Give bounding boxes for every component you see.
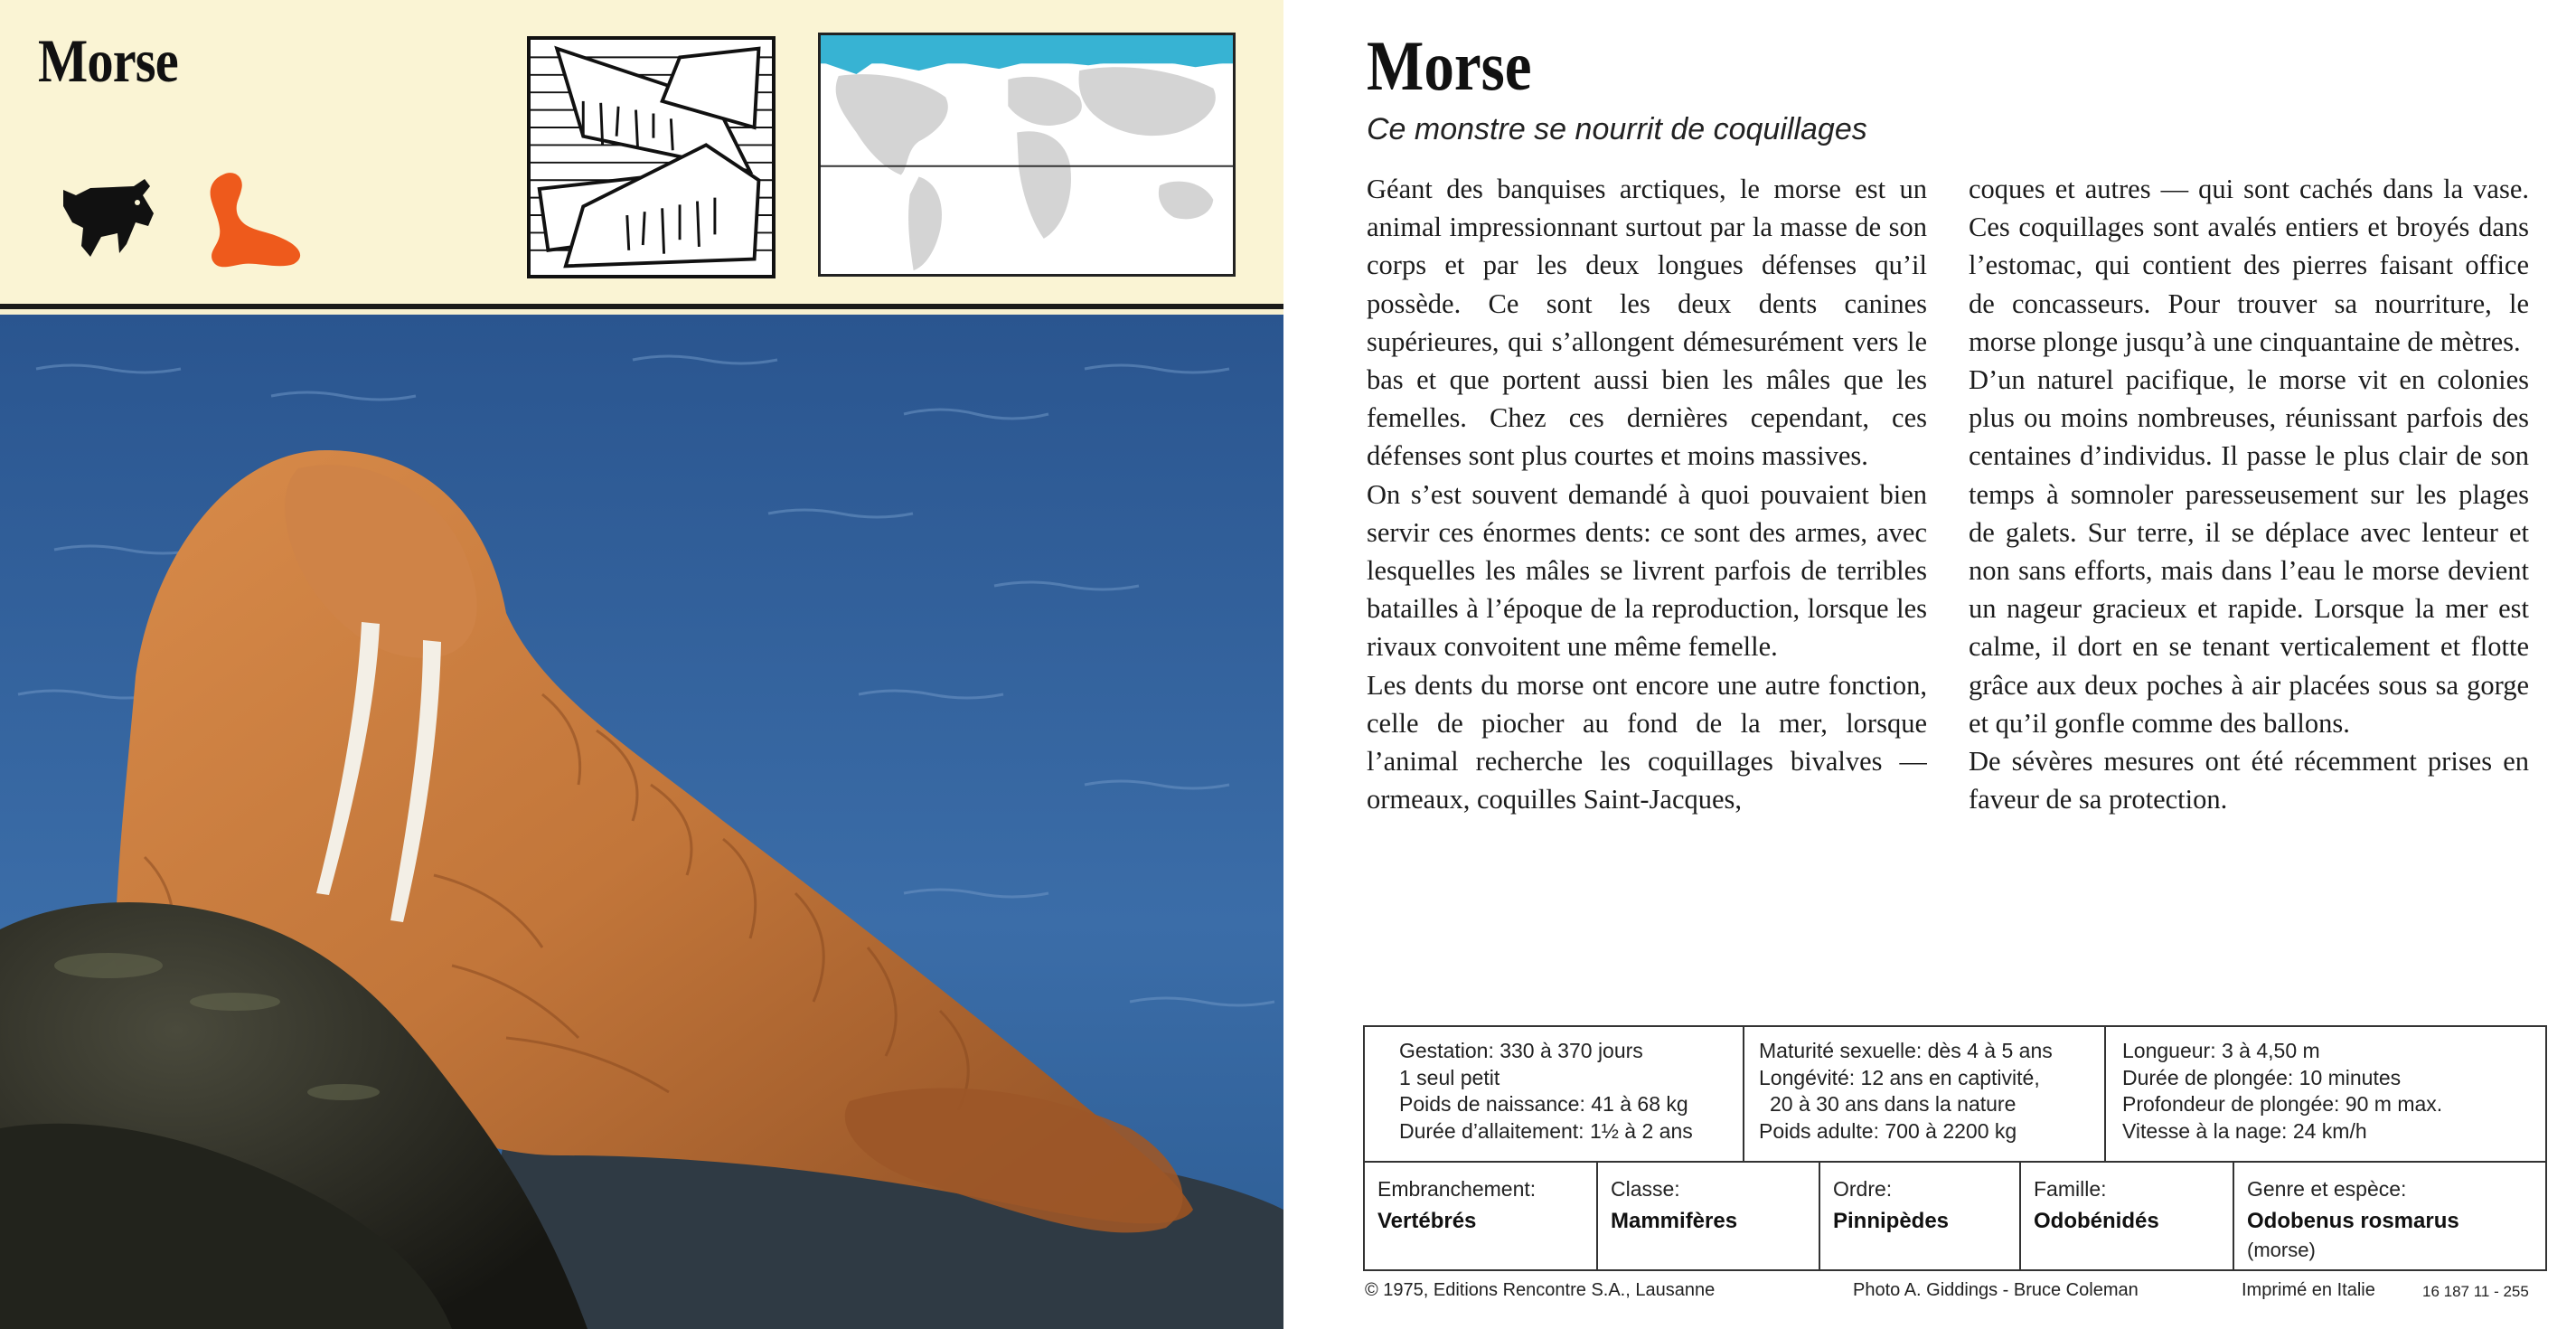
stat-line: Maturité sexuelle: dès 4 à 5 ans — [1759, 1039, 2053, 1062]
paragraph: D’un naturel pacifique, le morse vit en colonies plus ou moins nombreuses, réunissant parfois des centaines d’individus. Il passe le plus clair de son temps à somnoler paresseusement sur les plages de galets. Sur terre, il se déplace avec lenteur et non sans efforts, mais dans l’eau le morse devient un nageur gracieux et rapide. Lorsque la mer est calme, il dort en se tenant verticalement et flotte grâce aux deux poches à air placées sous sa gorge et qu’il gonfle comme des ballons. — [1969, 364, 2529, 739]
world-distribution-map — [818, 33, 1236, 277]
stats-column-size — [2106, 1027, 2545, 1161]
paragraph: coques et autres — qui sont cachés dans la vase. Ces coquillages sont avalés entiers et broyés dans l’estomac, qui contient des pierres faisant office de concasseurs. Pour trouver sa nourriture, le morse plonge jusqu’à une cinquantaine de mètres. — [1969, 174, 2529, 357]
front-card — [0, 0, 1283, 1329]
classification-value: Pinnipèdes — [1833, 1209, 1950, 1233]
stat-line: Poids de naissance: 41 à 68 kg — [1399, 1092, 1688, 1116]
stat-line: Poids adulte: 700 à 2200 kg — [1759, 1118, 2017, 1143]
paragraph: De sévères mesures ont été récemment prises en faveur de sa protection. — [1969, 746, 2529, 815]
classification-value: Vertébrés — [1377, 1209, 1477, 1233]
back-card — [1329, 0, 2576, 1329]
classification-species — [2234, 1163, 2545, 1269]
seal-silhouette-icon — [194, 163, 307, 276]
stat-line: Profondeur de plongée: 90 m max. — [2122, 1092, 2443, 1116]
photo-credit: Photo A. Giddings - Bruce Coleman — [1853, 1280, 2139, 1300]
stat-line: Longueur: 3 à 4,50 m — [2122, 1039, 2320, 1062]
card-subtitle: Ce monstre se nourrit de coquillages — [1367, 112, 1867, 146]
classification-label: Classe: — [1611, 1177, 1680, 1201]
classification-value: Mammifères — [1611, 1209, 1738, 1233]
classification-family — [2021, 1163, 2234, 1269]
stats-box — [1363, 1025, 2547, 1163]
classification-label: Famille: — [2034, 1177, 2107, 1201]
text-column-1 — [1367, 170, 1927, 1011]
classification-box — [1363, 1163, 2547, 1271]
stat-line: Durée d’allaitement: 1½ à 2 ans — [1399, 1118, 1693, 1143]
card-title: Morse — [1367, 26, 1532, 105]
card-code: 16 187 11 - 255 — [2422, 1283, 2529, 1300]
classification-phylum — [1365, 1163, 1598, 1269]
stats-column-reproduction — [1365, 1027, 1744, 1161]
classification-label: Genre et espèce: — [2247, 1177, 2407, 1201]
stat-line: Durée de plongée: 10 minutes — [2122, 1065, 2402, 1089]
paragraph: On s’est souvent demandé à quoi pouvaient bien servir ces énormes dents: ce sont des armes, avec lesquelles les mâles se livrent parfois de terribles batailles à l’époque de la reproduction, lorsque les rivaux convoitent une même femelle. — [1367, 478, 1927, 663]
text-column-2 — [1969, 170, 2529, 1011]
common-name: (morse) — [2247, 1239, 2316, 1261]
classification-value: Odobenus rosmarus — [2247, 1209, 2459, 1233]
printed-text: Imprimé en Italie — [2242, 1280, 2375, 1300]
stat-line: 1 seul petit — [1399, 1065, 1500, 1089]
card-title: Morse — [38, 26, 178, 95]
copyright-text: © 1975, Editions Rencontre S.A., Lausanne — [1365, 1280, 1716, 1300]
walrus-photo — [0, 315, 1283, 1329]
bull-silhouette-icon — [54, 163, 163, 271]
classification-label: Embranchement: — [1377, 1177, 1537, 1201]
ice-floe-habitat-icon — [527, 36, 776, 278]
stat-line: Vitesse à la nage: 24 km/h — [2122, 1118, 2367, 1143]
card-header-band — [0, 0, 1283, 309]
paragraph: Les dents du morse ont encore une autre fonction, celle de piocher au fond de la mer, lorsque l’animal recherche les coquillages bivalves — ormeaux, coquilles Saint-Jacques, — [1367, 669, 1927, 815]
stat-line: 20 à 30 ans dans la nature — [1770, 1092, 2017, 1116]
classification-class — [1598, 1163, 1820, 1269]
stat-line: Longévité: 12 ans en captivité, — [1759, 1065, 2040, 1089]
paragraph: Géant des banquises arctiques, le morse est un animal impressionnant surtout par la masse de son corps et par les deux longues défenses qu’il possède. Ce sont les deux dents canines supérieures, qui s’allongent démesurément vers le bas et que portent aussi bien les mâles que les femelles. Chez ces dernières cependant, ces défenses sont plus courtes et moins massives. — [1367, 174, 1927, 472]
classification-label: Ordre: — [1833, 1177, 1893, 1201]
stat-line: Gestation: 330 à 370 jours — [1399, 1039, 1643, 1062]
classification-value: Odobénidés — [2034, 1209, 2159, 1233]
classification-order — [1820, 1163, 2021, 1269]
stats-column-life — [1744, 1027, 2106, 1161]
